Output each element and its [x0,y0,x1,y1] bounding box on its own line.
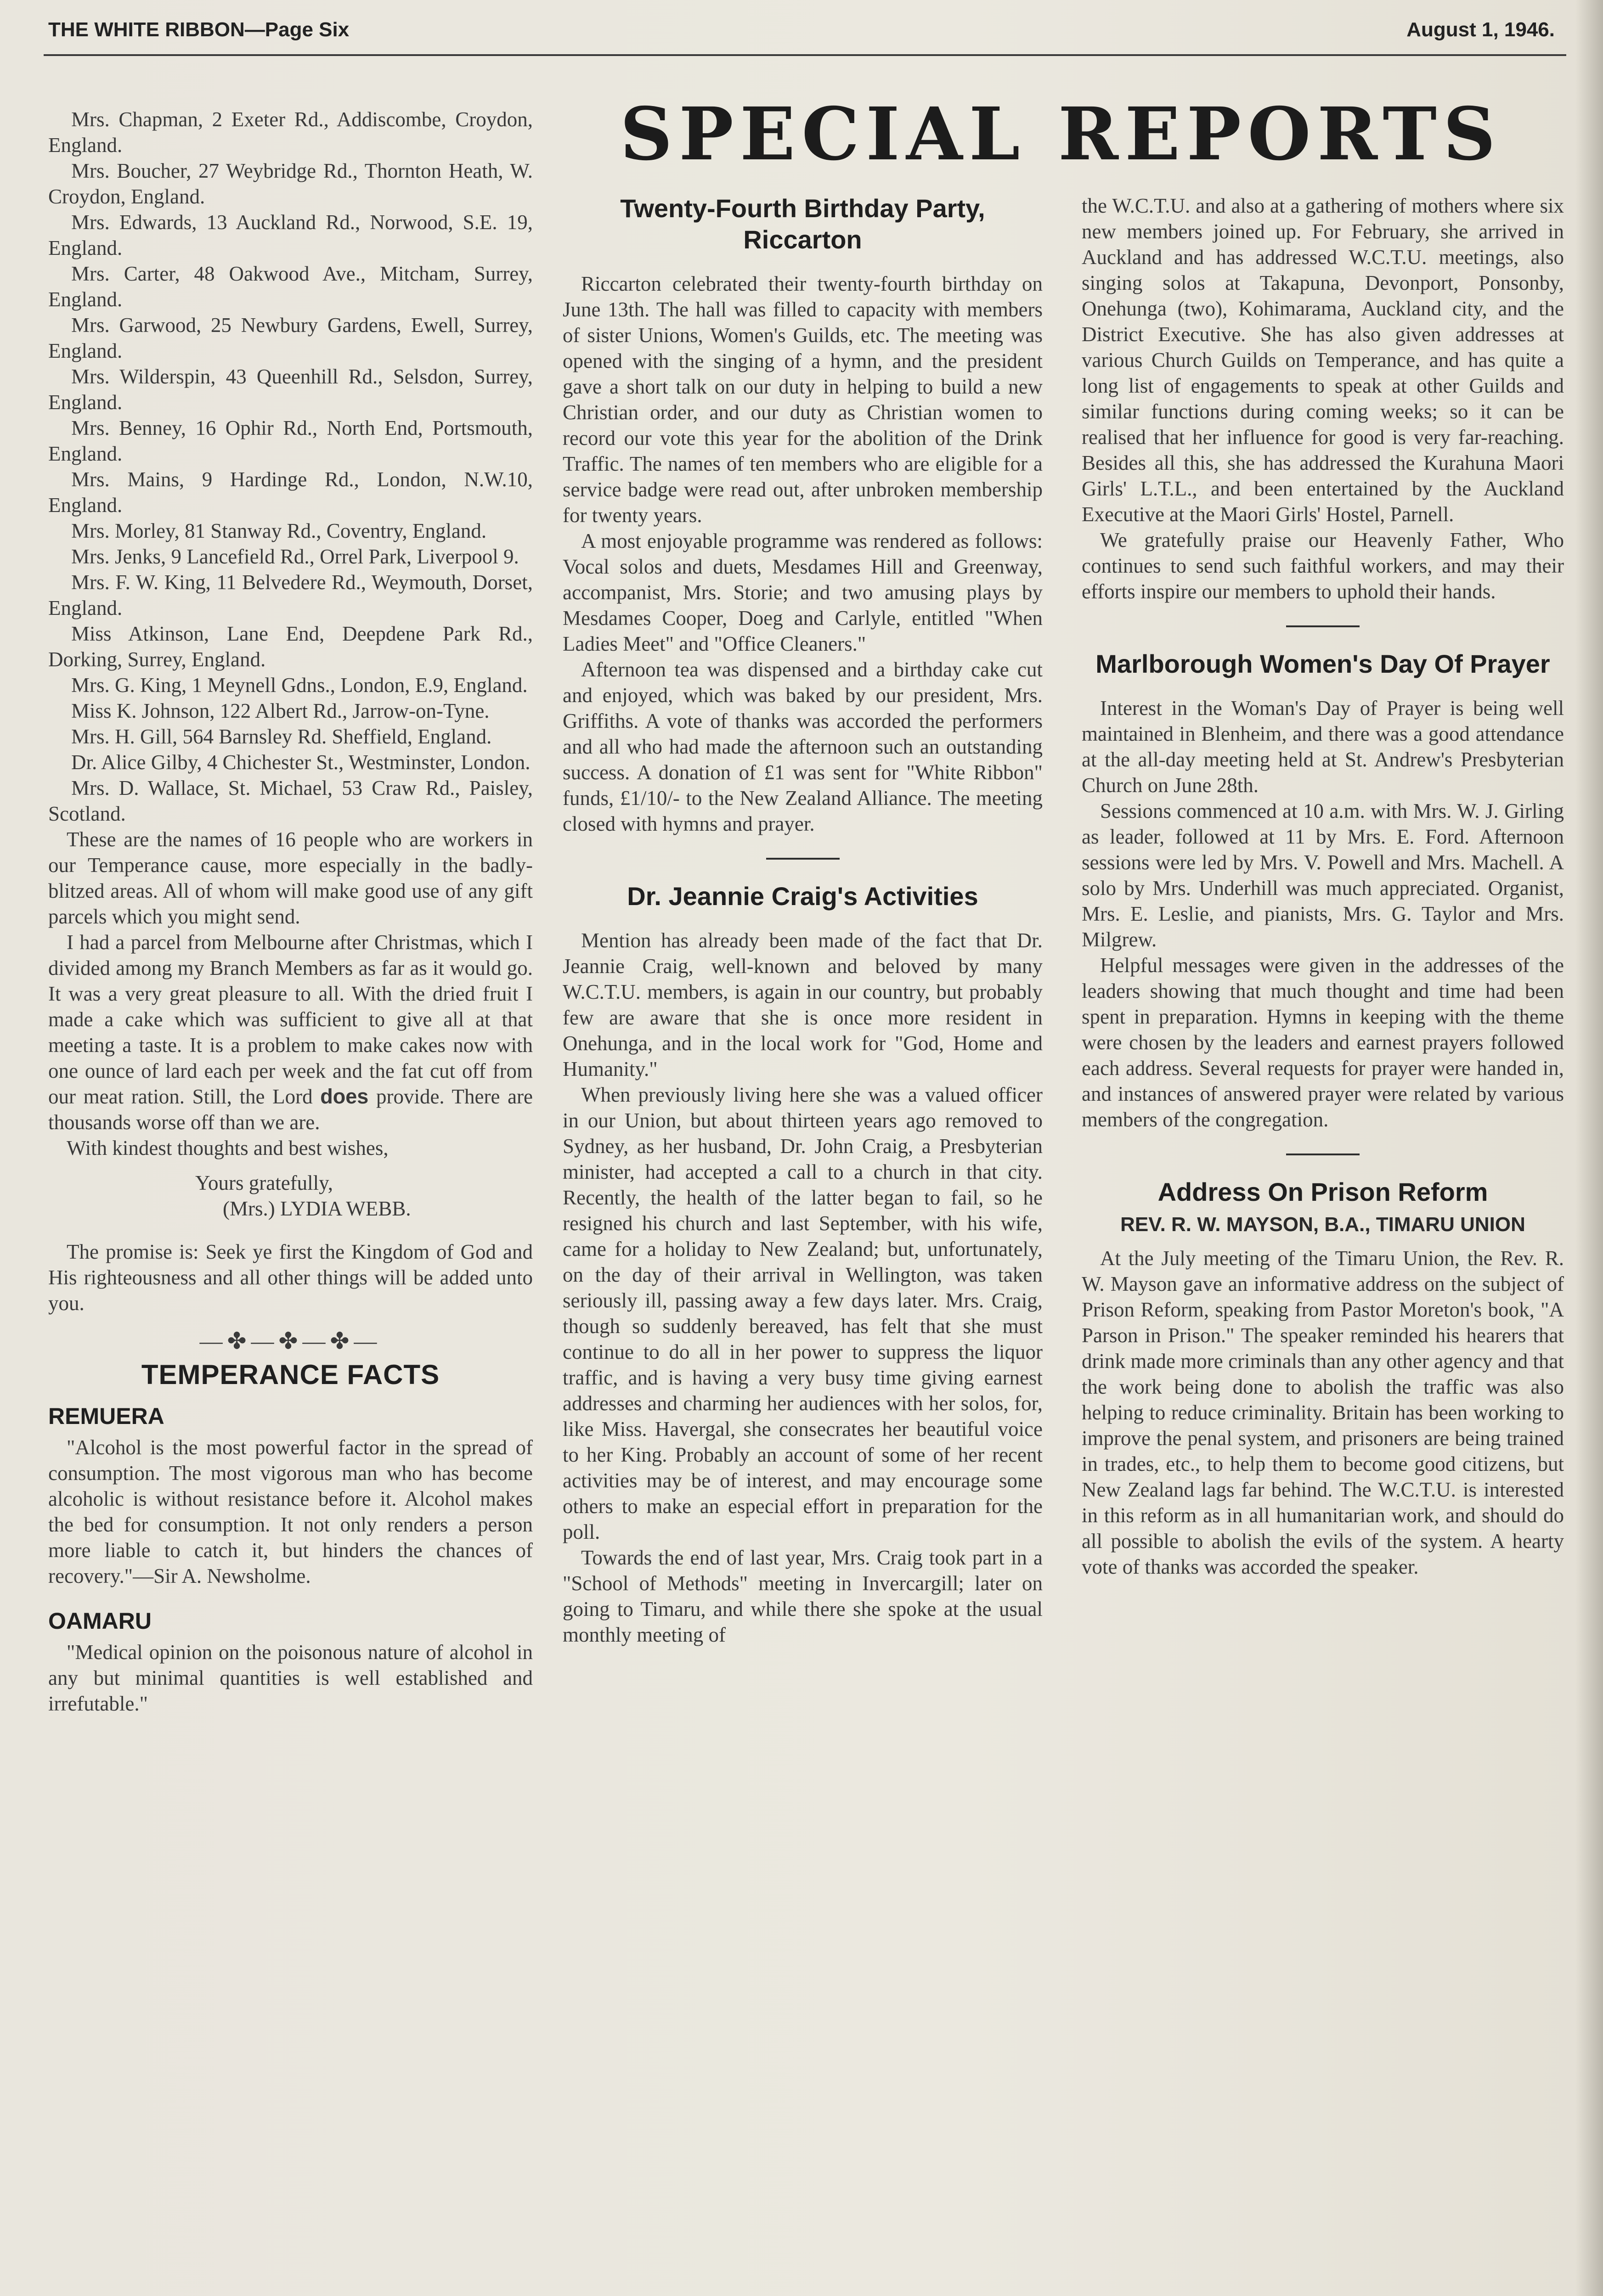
address-line: Mrs. F. W. King, 11 Belvedere Rd., Weymouth, Dorset, England. [48,571,533,619]
article-paragraph: We gratefully praise our Heavenly Father, Who continues to send such faithful workers, and may their efforts inspire our members to uphold their hands. [1082,529,1564,603]
ornament-divider: —✤—✤—✤— [199,1328,382,1354]
headline: SPECIAL REPORTS [620,92,1502,177]
prison-reform-subtitle: REV. R. W. MAYSON, B.A., TIMARU UNION [1120,1213,1525,1236]
address-line: Mrs. Benney, 16 Ophir Rd., North End, Portsmouth, England. [48,416,533,465]
address-line: Mrs. Mains, 9 Hardinge Rd., London, N.W.10, England. [48,468,533,517]
page-header [48,18,1555,51]
address-line: Mrs. Garwood, 25 Newbury Gardens, Ewell, Surrey, England. [48,314,533,362]
article-paragraph: Mention has already been made of the fact that Dr. Jeannie Craig, well-known and beloved by many W.C.T.U. members, is again in our country, but probably few are aware that she is once more resident in Onehunga, and in the local work for "God, Home and Humanity." [563,929,1043,1080]
address-line: Mrs. G. King, 1 Meynell Gdns., London, E.9, England. [71,674,528,697]
address-line: Mrs. Morley, 81 Stanway Rd., Coventry, England. [71,519,487,542]
column-1 [48,107,533,1716]
birthday-party-title: Twenty-Fourth Birthday Party, Riccarton [620,194,985,254]
article-paragraph: Helpful messages were given in the addresses of the leaders showing that much thought and time had been spent in preparation. Hymns in keeping with the theme were chosen by the leaders and earnest prayers followed each address. Several requests for prayer were handed in, and instances of answered prayer were related by various members of the congregation. [1082,954,1564,1131]
article-paragraph: At the July meeting of the Timaru Union, the Rev. R. W. Mayson gave an informative address on the subject of Prison Reform, speaking from Pastor Moreton's book, "A Parson in Prison." The speaker reminded his hearers that drink made more criminals than any other agency and that the work being done to abolish the traffic was also helping to reduce criminality. Britain has been working to improve the penal system, and prisoners are being trained in trades, etc., to help them to become good citizens, but New Zealand lags far behind. The W.C.T.U. is interested in this reform as in all humanitarian work, and should do all possible to abolish the evils of the system. A hearty vote of thanks was accorded the speaker. [1082,1247,1564,1578]
marlborough-title: Marlborough Women's Day Of Prayer [1095,649,1550,678]
page-edge-shadow [1575,0,1603,2296]
letter-paragraph: These are the names of 16 people who are workers in our Temperance cause, more especially in the badly-blitzed areas. All of whom will make good use of any gift parcels which you might send. [48,828,533,928]
oamaru-text: "Medical opinion on the poisonous nature of alcohol in any but minimal quantities is well established and irrefutable." [48,1641,533,1715]
address-line: Mrs. Wilderspin, 43 Queenhill Rd., Selsdon, Surrey, England. [48,365,533,414]
article-paragraph: Interest in the Woman's Day of Prayer is being well maintained in Blenheim, and there was a good attendance at the all-day meeting held at St. Andrew's Presbyterian Church on June 28th. [1082,697,1564,797]
section-separator [1286,625,1360,627]
temperance-facts-title: TEMPERANCE FACTS [141,1359,440,1390]
article-paragraph: When previously living here she was a valued officer in our Union, but about thirteen years ago removed to Sydney, as her husband, Dr. John Craig, a Presbyterian minister, had accepted a call to a church in that city. Recently, the health of the latter began to fail, so he resigned his church and last September, with his wife, came for a holiday to New Zealand; but, unfortunately, on the day of their arrival in Wellington, was taken seriously ill, passing away a few days later. Mrs. Craig, though so suddenly bereaved, has felt that she must continue to do all in her power to suppress the liquor traffic, and is having a very busy time giving earnest addresses and charming her audiences with her solos, for, like Miss. Havergal, she consecrates her beautiful voice to her King. Probably an account of some of her recent activities may be of interest, and may encourage some others to make an especial effort in preparation for the poll. [563,1083,1043,1543]
address-line: Mrs. Chapman, 2 Exeter Rd., Addiscombe, Croydon, England. [48,108,533,157]
craig-activities-title: Dr. Jeannie Craig's Activities [627,882,978,911]
article-paragraph: Riccarton celebrated their twenty-fourth birthday on June 13th. The hall was filled to capacity with members of sister Unions, Women's Guilds, etc. The meeting was opened with the singing of a hymn, and the president gave a short talk on our duty in helping to build a new Christian order, and our duty as Christian women to record our vote this year for the abolition of the Drink Traffic. The names of ten members who are eligible for a service badge were read out, after unbroken membership for twenty years. [563,272,1043,527]
header-publication: THE WHITE RIBBON—Page Six [48,18,350,41]
address-line: Mrs. Jenks, 9 Lancefield Rd., Orrel Park, Liverpool 9. [71,545,519,568]
article-paragraph: Towards the end of last year, Mrs. Craig took part in a "School of Methods" meeting in Invercargill; later on going to Timaru, and while there she spoke at the usual monthly meeting of [563,1546,1043,1646]
letter-signature: (Mrs.) LYDIA WEBB. [223,1197,411,1220]
remuera-text: "Alcohol is the most powerful factor in the spread of consumption. The most vigorous man who has become alcoholic is without resistance before it. Alcohol makes the bed for consumption. It not only renders a person more liable to catch it, but hinders the chances of recovery."—Sir A. Newsholme. [48,1436,533,1587]
header-date: August 1, 1946. [1406,18,1555,41]
column-3 [1082,193,1564,1580]
address-line: Mrs. Boucher, 27 Weybridge Rd., Thornton Heath, W. Croydon, England. [48,159,533,208]
letter-closing: Yours gratefully, [195,1171,333,1194]
article-paragraph: the W.C.T.U. and also at a gathering of mothers where six new members joined up. For February, she arrived in Auckland and has addressed W.C.T.U. meetings, also singing solos at Takapuna, Devonport, Ponsonby, Onehunga (two), Kohimarama, Auckland city, and the District Executive. She has also given addresses at various Church Guilds on Temperance, and has quite a long list of engagements to speak at other Guilds and similar functions during coming weeks; so it can be realised that her influence for good is very far-reaching. Besides all this, she has addressed the Kurahuna Maori Girls' L.T.L., and been entertained by the Auckland Executive at the Maori Girls' Hostel, Parnell. [1082,194,1564,526]
letter-paragraph: With kindest thoughts and best wishes, [67,1137,389,1159]
address-line: Mrs. D. Wallace, St. Michael, 53 Craw Rd., Paisley, Scotland. [48,777,533,825]
address-line: Mrs. Carter, 48 Oakwood Ave., Mitcham, Surrey, England. [48,262,533,311]
letter-paragraph: I had a parcel from Melbourne after Christmas, which I divided among my Branch Members as far as it would go. It was a very great pleasure to all. With the dried fruit I made a cake which was sufficient to give all at that meeting a taste. It is a problem to make cakes now with one ounce of lard each per week and the fat cut off from our meat ration. Still, the Lord does provide. There are thousands worse off than we are. [48,931,533,1134]
address-line: Mrs. Edwards, 13 Auckland Rd., Norwood, S.E. 19, England. [48,211,533,259]
section-separator [766,858,840,860]
column-2 [563,193,1043,1648]
section-separator [1286,1154,1360,1155]
prison-reform-title: Address On Prison Reform [1157,1177,1488,1206]
address-line: Dr. Alice Gilby, 4 Chichester St., Westminster, London. [71,751,531,774]
address-line: Miss K. Johnson, 122 Albert Rd., Jarrow-on-Tyne. [71,699,490,722]
article-paragraph: Sessions commenced at 10 a.m. with Mrs. W. J. Girling as leader, followed at 11 by Mrs. E. Ford. Afternoon sessions were led by Mrs. V. Powell and Mrs. Machell. A solo by Mrs. Underhill was much appreciated. Organist, Mrs. E. Leslie, and pianists, Mrs. G. Taylor and Mrs. Milgrew. [1082,799,1564,951]
address-line: Miss Atkinson, Lane End, Deepdene Park Rd., Dorking, Surrey, England. [48,622,533,671]
article-paragraph: Afternoon tea was dispensed and a birthday cake cut and enjoyed, which was baked by our president, Mrs. Griffiths. A vote of thanks was accorded the performers and all who had made the afternoon such an outstanding success. A donation of £1 was sent for "White Ribbon" funds, £1/10/- to the New Zealand Alliance. The meeting closed with hymns and prayer. [563,658,1043,835]
header-rule [44,54,1566,56]
address-line: Mrs. H. Gill, 564 Barnsley Rd. Sheffield, England. [71,725,492,748]
promise-paragraph: The promise is: Seek ye first the Kingdom of God and His righteousness and all other things will be added unto you. [48,1240,533,1315]
remuera-heading: REMUERA [48,1403,164,1429]
article-paragraph: A most enjoyable programme was rendered as follows: Vocal solos and duets, Mesdames Hill and Greenway, accompanist, Mrs. Storie; and two amusing plays by Mesdames Cooper, Doeg and Carlyle, entitled "When Ladies Meet" and "Office Cleaners." [563,529,1043,655]
oamaru-heading: OAMARU [48,1608,152,1634]
